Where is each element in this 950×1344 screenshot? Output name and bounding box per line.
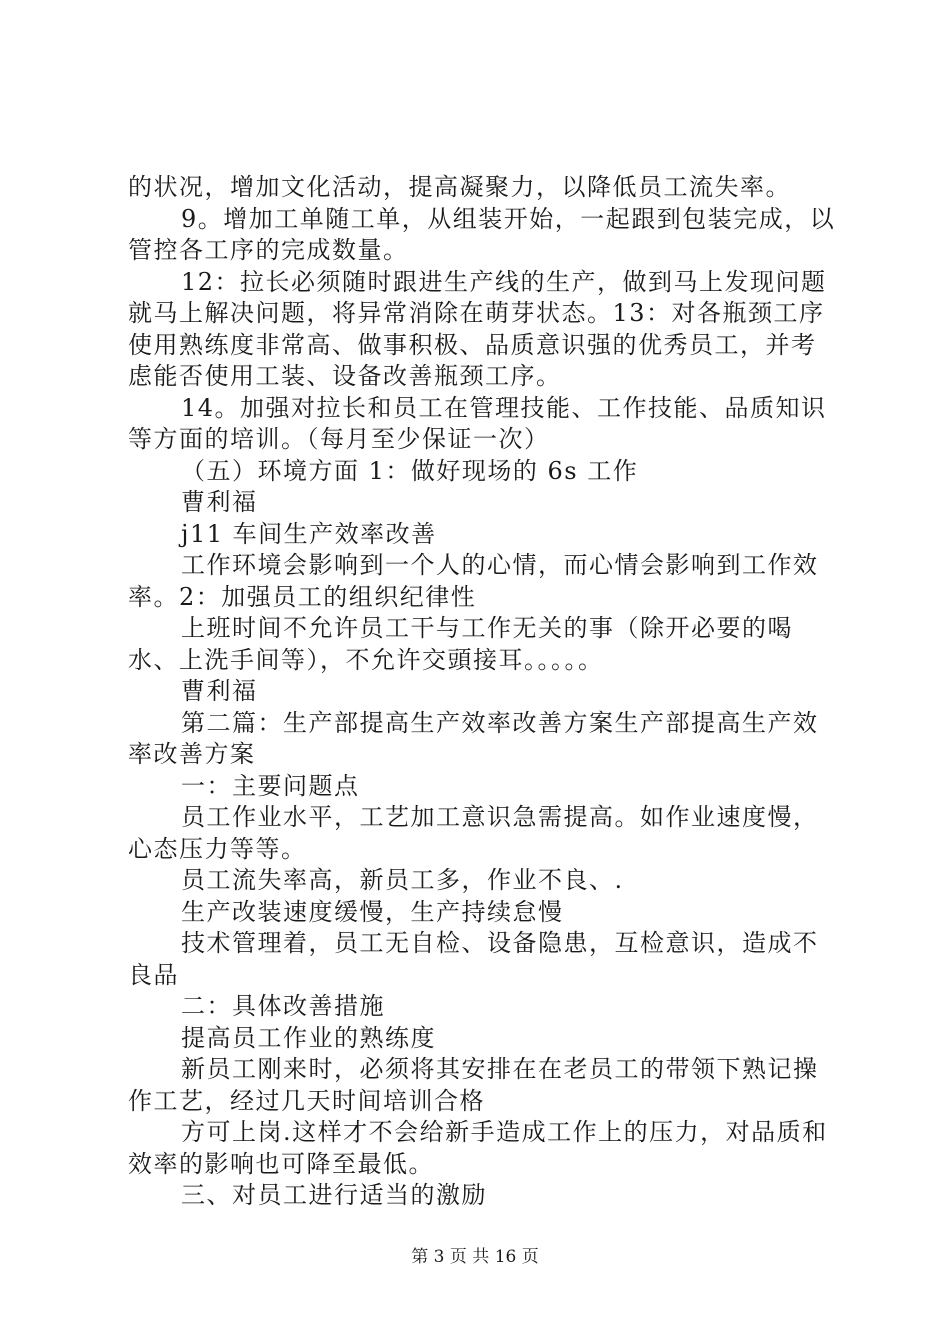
paragraph: 员工作业水平，工艺加工意识急需提高。如作业速度慢，心态压力等等。 xyxy=(128,803,819,863)
paragraph: 上班时间不允许员工干与工作无关的事（除开必要的喝水、上洗手间等），不允许交頭接耳。。。。。 xyxy=(128,614,793,674)
paragraph: 的状况，增加文化活动，提高凝聚力，以降低员工流失率。 xyxy=(128,173,791,201)
paragraph: 工作环境会影响到一个人的心情，而心情会影响到工作效率。2：加强员工的组织纪律性 xyxy=(128,551,819,611)
paragraph: 曹利福 xyxy=(181,677,258,705)
paragraph: 生产改装速度缓慢，生产持续怠慢 xyxy=(181,897,564,926)
document-body xyxy=(128,172,840,1212)
paragraph: 方可上岗.这样才不会给新手造成工作上的压力，对品质和效率的影响也可降至最低。 xyxy=(128,1118,828,1178)
paragraph: 三、对员工进行适当的激励 xyxy=(181,1181,487,1209)
paragraph: 员工流失率高，新员工多，作业不良、. xyxy=(181,866,624,894)
paragraph: 9。增加工单随工单，从组装开始，一起跟到包装完成，以管控各工序的完成数量。 xyxy=(128,204,836,264)
page-footer: 第 3 页 共 16 页 xyxy=(411,1247,539,1267)
paragraph: 曹利福 xyxy=(181,488,258,516)
paragraph: 技术管理着，员工无自检、设备隐患，互检意识，造成不良品 xyxy=(128,929,819,989)
paragraph: 14。加强对拉长和员工在管理技能、工作技能、品质知识等方面的培训。（每月至少保证一次） xyxy=(128,393,827,453)
paragraph: 新员工刚来时，必须将其安排在在老员工的带领下熟记操作工艺，经过几天时间培训合格 xyxy=(128,1055,819,1115)
paragraph: （五）环境方面 1：做好现场的 6s 工作 xyxy=(181,456,639,485)
paragraph: 一：主要问题点 xyxy=(181,771,360,800)
paragraph: 第二篇：生产部提高生产效率改善方案生产部提高生产效率改善方案 xyxy=(128,708,819,768)
paragraph: 提高员工作业的熟练度 xyxy=(181,1023,436,1052)
paragraph: j11 车间生产效率改善 xyxy=(181,519,437,548)
paragraph: 二：具体改善措施 xyxy=(181,992,385,1020)
paragraph: 12：拉长必须随时跟进生产线的生产，做到马上发现问题就马上解决问题，将异常消除在萌芽状态。13：对各瓶颈工序使用熟练度非常高、做事积极、品质意识强的优秀员工，并考虑能否使用工装、设备改善瓶颈工序。 xyxy=(128,267,827,390)
